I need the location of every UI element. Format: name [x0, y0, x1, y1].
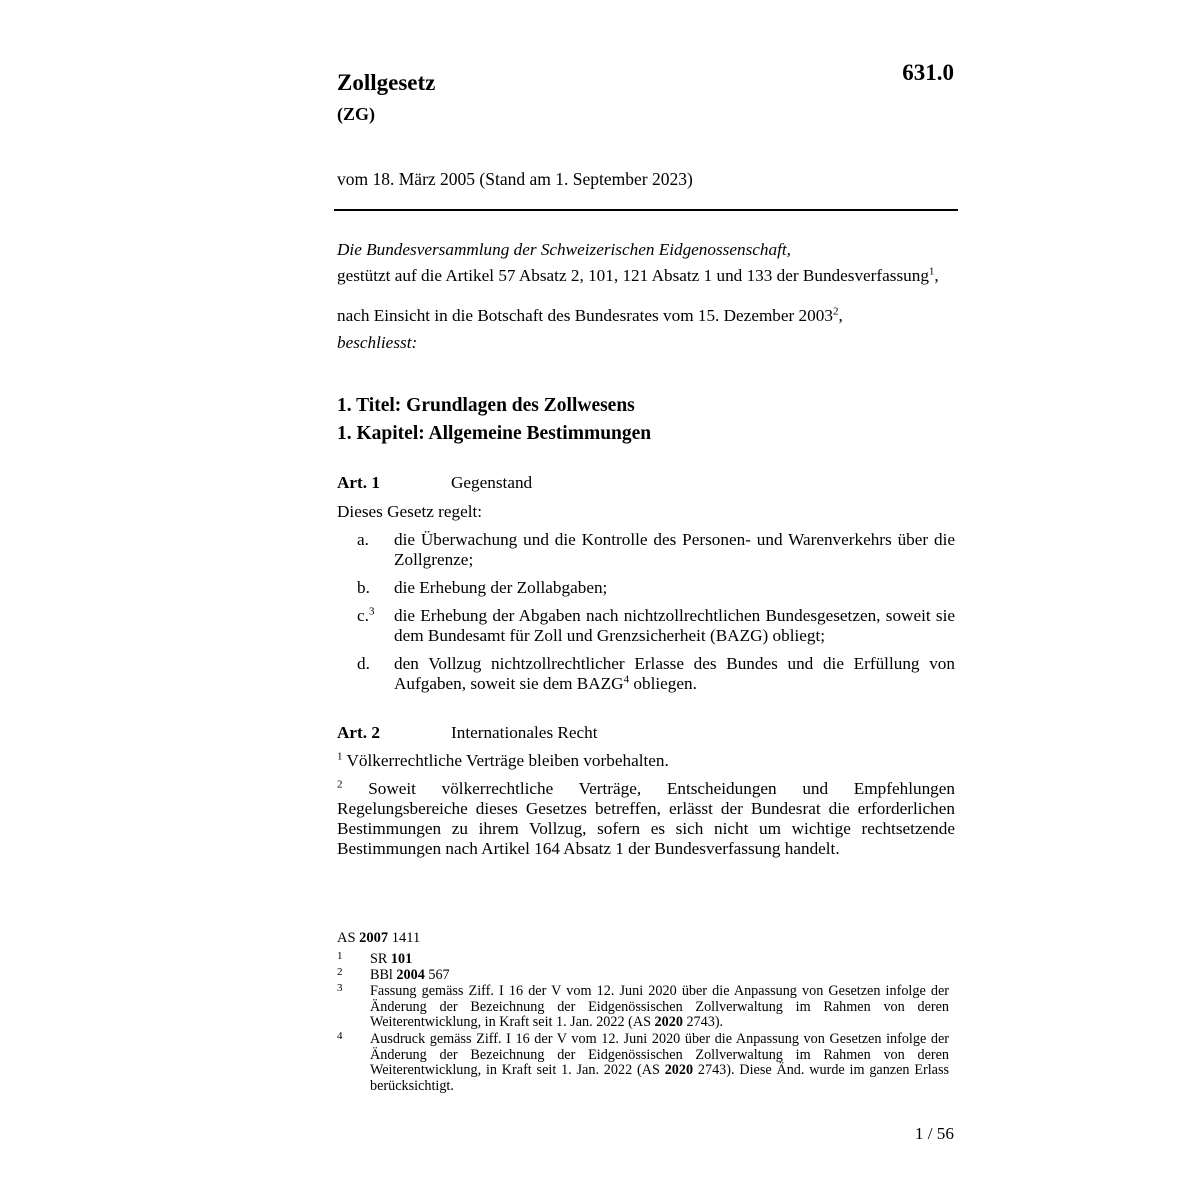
- as-prefix: AS: [337, 930, 360, 946]
- article-1-label: Art. 1: [337, 473, 380, 492]
- article-2-title: Internationales Recht: [451, 723, 598, 742]
- law-abbreviation: (ZG): [337, 104, 375, 124]
- paragraph-number: 2: [337, 778, 343, 791]
- footnote-3: [337, 984, 949, 1031]
- preamble-message: [337, 306, 955, 326]
- footnote-text: [370, 968, 949, 984]
- footnote-text-end: 2743).: [682, 1014, 724, 1031]
- footnote-number: 3: [337, 982, 343, 994]
- as-year: 2007: [359, 930, 389, 946]
- page-number: 1 / 56: [914, 1124, 954, 1143]
- list-item-d: [357, 654, 955, 694]
- paragraph-text: Soweit völkerrechtliche Verträge, Entscheidungen und Empfehlungen Regelungsbereiche dieses Gesetzes betreffen, erlässt der Bundesrat die erforderlichen Bestimmungen zu ihrem Vollzug, sofern es sich nicht um wichtige rechtsetzende Bestimmungen nach Artikel 164 Absatz 1 der Bundesverfassung handelt.: [337, 779, 955, 858]
- footnote-text-part: BBl: [370, 967, 397, 983]
- footnote-text-part: Ausdruck gemäss Ziff. I 16 der V vom 12. Juni 2020 über die Anpassung von Gesetzen infolge der Änderung der Bezeichnung der Eidgenössischen Zollverwaltung im Rahmen von deren Weiterentwicklung, in Kraft seit 1. Jan. 2022 (AS: [370, 1031, 949, 1079]
- footnote-4: [337, 1032, 949, 1094]
- footnote-text-part: SR: [370, 951, 391, 967]
- sr-number: 631.0: [902, 60, 954, 85]
- preamble-basis-text: gestützt auf die Artikel 57 Absatz 2, 101, 121 Absatz 1 und 133 der Bundesverfassung: [337, 266, 929, 285]
- footnote-text-part: Fassung gemäss Ziff. I 16 der V vom 12. Juni 2020 über die Anpassung von Gesetzen infolge der Änderung der Bezeichnung der Eidgenössischen Zollverwaltung im Rahmen von deren Weiterentwicklung, in Kraft seit 1. Jan. 2022 (AS: [370, 983, 949, 1031]
- preamble-message-end: ,: [838, 306, 843, 325]
- paragraph-text: Völkerrechtliche Verträge bleiben vorbehalten.: [342, 751, 669, 770]
- chapter-heading: 1. Kapitel: Allgemeine Bestimmungen: [337, 423, 652, 444]
- article-1-title: Gegenstand: [451, 473, 533, 492]
- footnote-text-bold: 101: [390, 951, 413, 967]
- list-item-label-text: c.: [357, 606, 369, 625]
- footnote-ref-4[interactable]: 4: [623, 673, 630, 686]
- list-item-text-end: obliegen.: [629, 674, 697, 693]
- law-title: Zollgesetz: [337, 70, 436, 95]
- footnote-text: [370, 1032, 949, 1094]
- footnote-ref-3[interactable]: 3: [368, 605, 375, 618]
- list-item-text: die Erhebung der Zollabgaben;: [394, 578, 608, 597]
- footnote-text-bold: 2020: [664, 1062, 694, 1079]
- footnote-1: [337, 952, 949, 968]
- footnote-text-end: 567: [424, 967, 450, 983]
- article-1-intro: Dieses Gesetz regelt:: [337, 502, 483, 521]
- list-item-label: [357, 606, 374, 626]
- preamble-basis-end: ,: [934, 266, 939, 285]
- date-line: vom 18. März 2005 (Stand am 1. September 2023): [337, 169, 693, 189]
- list-item-text: [394, 654, 955, 694]
- header-divider: [334, 209, 958, 211]
- list-item-text: die Erhebung der Abgaben nach nichtzollrechtlichen Bundesgesetzen, soweit sie dem Bundesamt für Zoll und Grenzsicherheit (BAZG) obliegt;: [394, 606, 955, 645]
- preamble-assembly: Die Bundesversammlung der Schweizerischen Eidgenossenschaft,: [337, 240, 791, 259]
- article-2-heading: [337, 723, 598, 743]
- preamble-basis: [337, 266, 955, 286]
- article-2-paragraph-1: [337, 751, 955, 771]
- footnote-number: 1: [337, 950, 343, 962]
- footnote-number: 4: [337, 1030, 343, 1042]
- list-item-label: a.: [357, 530, 369, 549]
- list-item-c: [357, 606, 955, 646]
- as-reference: [337, 930, 420, 947]
- list-item-text-part: den Vollzug nichtzollrechtlicher Erlasse des Bundes und die Erfüllung von Aufgaben, soweit sie dem BAZG: [394, 654, 955, 693]
- preamble-resolves: beschliesst:: [337, 333, 418, 352]
- preamble-message-text: nach Einsicht in die Botschaft des Bundesrates vom 15. Dezember 2003: [337, 306, 833, 325]
- article-2-label: Art. 2: [337, 723, 380, 742]
- footnote-ref-2[interactable]: 2: [832, 305, 839, 318]
- article-2-paragraph-2: [337, 779, 955, 859]
- footnote-text-bold: 2004: [396, 967, 425, 983]
- article-1-heading: [337, 473, 532, 493]
- list-item-label: d.: [357, 654, 370, 673]
- footnote-text-end: 2743). Diese Änd. wurde im ganzen Erlass berücksichtigt.: [370, 1062, 949, 1094]
- paragraph-number: 1: [337, 750, 343, 763]
- footnote-2: [337, 968, 949, 984]
- title-heading: 1. Titel: Grundlagen des Zollwesens: [337, 395, 635, 416]
- list-item-a: [357, 530, 955, 570]
- list-item-label: b.: [357, 578, 370, 597]
- list-item-text: die Überwachung und die Kontrolle des Personen- und Warenverkehrs über die Zollgrenze;: [394, 530, 955, 569]
- footnote-text-bold: 2020: [654, 1014, 683, 1031]
- footnote-text: [370, 952, 949, 968]
- list-item-b: [357, 578, 955, 598]
- as-page: 1411: [388, 930, 421, 946]
- footnote-ref-1[interactable]: 1: [928, 265, 935, 278]
- footnote-number: 2: [337, 966, 343, 978]
- footnote-text: [370, 984, 949, 1031]
